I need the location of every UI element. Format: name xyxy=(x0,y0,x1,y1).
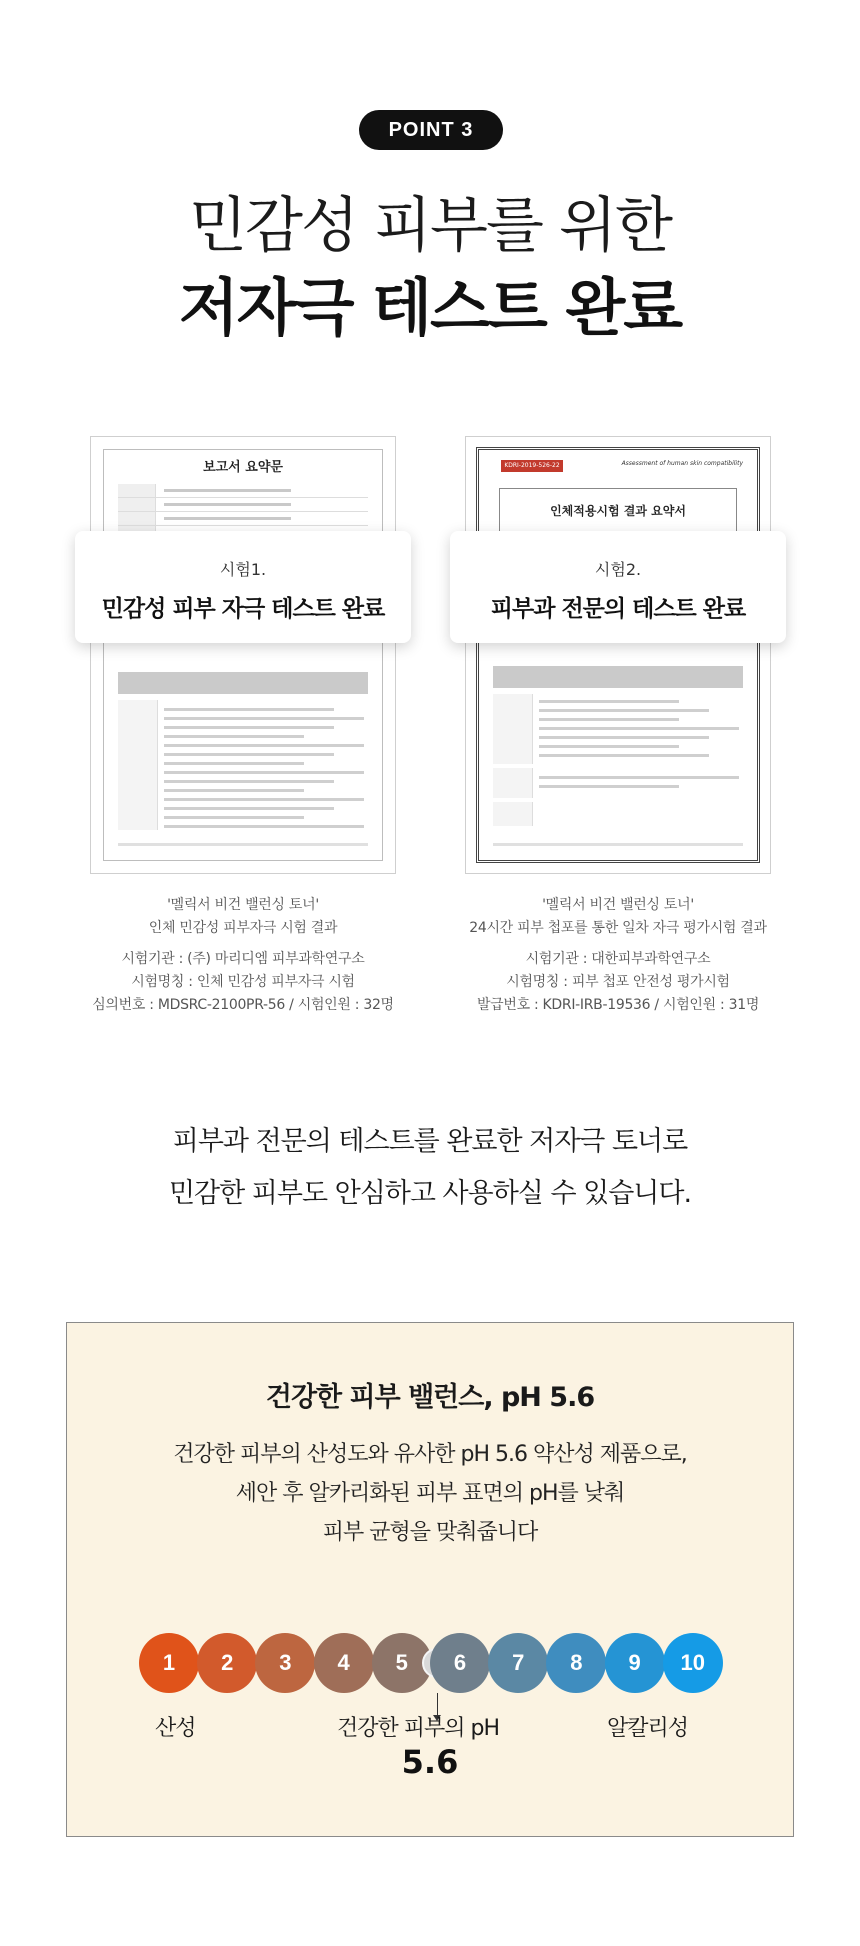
reassurance-message xyxy=(0,1116,860,1220)
ph-desc-line-2: 세안 후 알카리화된 피부 표면의 pH를 낮춰 xyxy=(235,1481,625,1506)
result-text-lines xyxy=(539,776,739,794)
ph-scale xyxy=(139,1633,723,1693)
ph-circle-7: 7 xyxy=(488,1633,548,1693)
message-line-1: 피부과 전문의 테스트를 완료한 저자극 토너로 xyxy=(172,1126,688,1157)
test1-card xyxy=(75,531,411,643)
test2-caption xyxy=(428,894,808,1017)
ph-box-description xyxy=(67,1435,793,1552)
test2-card xyxy=(450,531,786,643)
test2-title: 피부과 전문의 테스트 완료 xyxy=(490,596,746,622)
title-line-1: 민감성 피부를 위한 xyxy=(189,191,671,261)
document-heading: 보고서 요약문 xyxy=(203,460,283,475)
document-border xyxy=(476,447,760,863)
document-border xyxy=(103,449,383,861)
point-badge: POINT 3 xyxy=(359,110,503,150)
test1-desc: 인체 민감성 피부자극 시험 결과 xyxy=(148,920,338,936)
test2-desc: 24시간 피부 첩포를 통한 일차 자극 평가시험 결과 xyxy=(469,920,767,936)
message-line-2: 민감한 피부도 안심하고 사용하실 수 있습니다. xyxy=(168,1178,692,1209)
ph-circle-5: 5 xyxy=(372,1633,432,1693)
document-heading: 인체적용시험 결과 요약서 xyxy=(550,504,686,518)
method-label-cell xyxy=(493,694,533,764)
ph-circle-4: 4 xyxy=(314,1633,374,1693)
test1-product: '멜릭서 비건 밸런싱 토너' xyxy=(167,897,319,913)
test1-number-info: 심의번호 : MDSRC-2100PR-56 / 시험인원 : 32명 xyxy=(92,997,394,1013)
document-footer xyxy=(118,843,368,846)
ph-circle-1: 1 xyxy=(139,1633,199,1693)
test2-institution: 시험기관 : 대한피부과학연구소 xyxy=(525,951,711,967)
test2-number-info: 발급번호 : KDRI-IRB-19536 / 시험인원 : 31명 xyxy=(476,997,760,1013)
result-label-cell xyxy=(493,768,533,798)
document-tagline: Assessment of human skin compatibility xyxy=(621,460,743,467)
ph-desc-line-1: 건강한 피부의 산성도와 유사한 pH 5.6 약산성 제품으로, xyxy=(173,1442,687,1467)
ph-balance-box xyxy=(66,1322,794,1837)
highlight-bar xyxy=(118,672,368,694)
ph-circle-9: 9 xyxy=(605,1633,665,1693)
test1-institution: 시험기관 : (주) 마리디엠 피부과학연구소 xyxy=(121,951,365,967)
ph-circle-6: 6 xyxy=(430,1633,490,1693)
test2-product: '멜릭서 비건 밸런싱 토너' xyxy=(542,897,694,913)
document-code: KDRI-2019-526-22 xyxy=(501,460,563,472)
ph-circle-3: 3 xyxy=(255,1633,315,1693)
test1-title: 민감성 피부 자극 테스트 완료 xyxy=(101,596,385,622)
test2-test-name: 시험명칭 : 피부 첩포 안전성 평가시험 xyxy=(506,974,730,990)
method-text-lines xyxy=(539,700,739,763)
attachment-label-cell xyxy=(493,802,533,826)
table-row xyxy=(118,498,368,512)
test1-caption xyxy=(53,894,433,1017)
result-text-lines xyxy=(164,708,364,834)
test2-number: 시험2. xyxy=(594,560,642,579)
ph-circle-10: 10 xyxy=(663,1633,723,1693)
ph-circle-2: 2 xyxy=(197,1633,257,1693)
report-summary-document xyxy=(90,436,396,874)
human-test-summary-document xyxy=(465,436,771,874)
table-row xyxy=(118,512,368,526)
ph-box-title: 건강한 피부 밸런스, pH 5.6 xyxy=(265,1382,595,1413)
document-footer xyxy=(493,843,743,846)
healthy-skin-ph-label: 건강한 피부의 pH xyxy=(337,1716,500,1741)
test1-test-name: 시험명칭 : 인체 민감성 피부자극 시험 xyxy=(131,974,355,990)
alkaline-label: 알칼리성 xyxy=(607,1716,689,1741)
ph-value: 5.6 xyxy=(401,1743,459,1781)
highlight-bar xyxy=(493,666,743,688)
acidic-label: 산성 xyxy=(155,1716,196,1741)
result-label-cell xyxy=(118,700,158,830)
table-row xyxy=(118,484,368,498)
title-line-2: 저자극 테스트 완료 xyxy=(178,271,682,344)
ph-circle-8: 8 xyxy=(546,1633,606,1693)
test1-number: 시험1. xyxy=(219,560,267,579)
ph-desc-line-3: 피부 균형을 맞춰줍니다 xyxy=(322,1520,538,1545)
